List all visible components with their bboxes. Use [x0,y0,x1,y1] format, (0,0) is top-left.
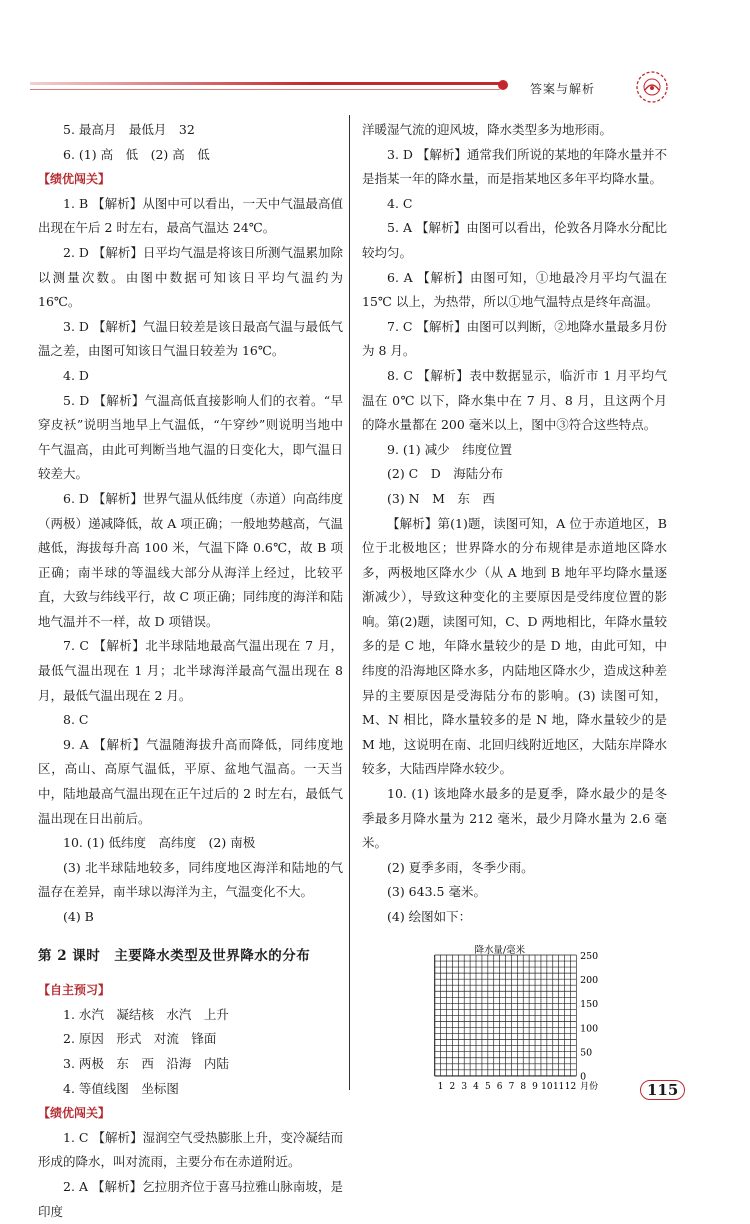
answer-paragraph: 9. A 【解析】气温随海拔升高而降低，同纬度地区，高山、高原气温低，平原、盆地气温高。一天当中，陆地最高气温出现在正午过后的 2 时左右，最低气温出现在日出前后。 [38,736,343,826]
x-tick-label: 2 [449,1081,456,1092]
answer-paragraph: 6. A 【解析】由图可知，①地最冷月平均气温在 15℃ 以上，为热带，所以①地气温特点是终年高温。 [362,269,667,310]
x-tick-label: 6 [496,1081,503,1092]
answer-paragraph: 6. D 【解析】世界气温从低纬度（赤道）向高纬度（两极）递减降低，故 A 项正确；一般地势越高，气温越低，海拔每升高 100 米，气温下降 0.6℃，故 B 项正确；南半球的等温线大部分从海洋上经过，比较平直，大致与纬线平行，故 C 项正确；同纬度的海洋和陆地气温并不一样，故 D 项错误。 [38,490,344,629]
answer-paragraph: 2. A 【解析】乞拉朋齐位于喜马拉雅山脉南坡，是印度 [38,1178,343,1219]
header-logo-icon [631,66,673,108]
answer-paragraph: (2) C D 海陆分布 [387,466,504,482]
section-heading [38,167,343,192]
x-tick-label: 12 [564,1081,577,1092]
x-tick-label: 11 [552,1081,565,1092]
answer-paragraph: (4) 绘图如下： [387,909,472,924]
answer-paragraph: 1. 水汽 凝结核 水汽 上升 [63,1006,229,1022]
x-tick-label: 8 [520,1081,527,1092]
y-tick-label: 0 [580,1071,587,1083]
answer-paragraph: 6. (1) 高 低 (2) 高 低 [63,146,210,162]
answer-paragraph: 洋暖湿气流的迎风坡，降水类型多为地形雨。 [362,122,613,137]
answer-paragraph: 2. 原因 形式 对流 锋面 [63,1031,217,1047]
x-tick-label: 9 [532,1081,538,1092]
y-tick-label: 50 [580,1047,593,1059]
precipitation-chart [362,938,667,1108]
answer-paragraph: (3) 643.5 毫米。 [387,884,486,900]
x-tick-label: 10 [541,1081,553,1092]
answer-paragraph: 4. D [63,367,89,383]
header-line [30,82,500,85]
x-tick-label: 3 [461,1081,468,1092]
y-tick-label: 250 [580,950,599,962]
answer-paragraph: 7. C 【解析】由图可以判断，②地降水量最多月份为 8 月。 [362,318,667,359]
answer-paragraph: 3. D 【解析】通常我们所说的某地的年降水量并不是指某一年的降水量，而是指某地区多年平均降水量。 [362,146,667,187]
answer-paragraph: 1. C 【解析】湿润空气受热膨胀上升，变冷凝结而形成的降水，叫对流雨，主要分布在赤道附近。 [38,1129,343,1170]
header-dot [498,80,508,90]
answer-paragraph: 7. C 【解析】北半球陆地最高气温出现在 7 月，最低气温出现在 1 月；北半球海洋最高气温出现在 8 月，最低气温出现在 2 月。 [38,638,343,703]
answer-paragraph: 4. 等值线图 坐标图 [63,1080,179,1096]
column-divider [349,115,350,1090]
x-tick-label: 7 [508,1081,515,1092]
left-column [38,118,343,1224]
answer-paragraph: 1. B 【解析】从图中可以看出，一天中气温最高值出现在午后 2 时左右，最高气温达 24℃。 [38,195,343,236]
y-tick-label: 200 [580,974,599,986]
x-tick-label: 1 [437,1081,444,1092]
answer-paragraph: (3) 北半球陆地较多，同纬度地区海洋和陆地的气温存在差异，南半球以海洋为主，气温变化不大。 [38,859,343,900]
answer-paragraph: 2. D 【解析】日平均气温是将该日所测气温累加除以测量次数。由图中数据可知该日平均气温约为 16℃。 [38,244,343,310]
section-heading [38,1101,343,1126]
section-tag: 【绩优闯关】 [38,1106,111,1121]
answer-paragraph: 5. A 【解析】由图可以看出，伦敦各月降水分配比较均匀。 [362,220,667,260]
answer-paragraph: 8. C [63,712,89,728]
lesson-title: 第 2 课时 主要降水类型及世界降水的分布 [38,947,311,964]
x-tick-label: 5 [484,1081,491,1092]
answer-paragraph: 10. (1) 该地降水最多的是夏季，降水最少的是冬季最多月降水量为 212 毫米，最少月降水量为 2.6 毫米。 [362,786,667,851]
answer-paragraph: 9. (1) 减少 纬度位置 [387,441,513,457]
section-tag: 【自主预习】 [38,983,111,998]
answer-paragraph: 10. (1) 低纬度 高纬度 (2) 南极 [63,835,256,851]
answer-paragraph: (2) 夏季多雨，冬季少雨。 [387,859,534,875]
answer-paragraph: 【解析】第(1)题，读图可知，A 位于赤道地区，B 位于北极地区；世界降水的分布规律是赤道地区降水多，两极地区降水少（从 A 地到 B 地年平均降水量逐渐减少），导致这种变化的主要原因是受纬度位置的影响。第(2)题，读图可知，C、D 两地相比，年降水量较多的是 C 地，年降水量较少的是 D 地，由此可知，中纬度的沿海地区降水多，内陆地区降水少，造成这种差异的主要原因是受海陆分布的影响。(3) 读图可知，M、N 相比，降水量较多的是 N 地，降水量较少的是 M 地，这说明在南、北回归线附近地区，大陆东岸降水较多，大陆西岸降水较少。 [362,515,667,777]
answer-paragraph: 5. 最高月 最低月 32 [63,122,195,137]
section-tag: 【绩优闯关】 [38,172,111,187]
section-heading [38,978,343,1003]
header-line-thin [30,89,500,90]
answer-paragraph: 5. D 【解析】气温高低直接影响人们的衣着。“早穿皮袄”说明当地早上气温低，“午穿纱”则说明当地中午气温高，由此可判断当地气温的日变化大，即气温日较差大。 [38,392,343,482]
answer-paragraph: 4. C [387,195,413,211]
page-number: 115 [640,1080,685,1100]
y-tick-label: 100 [580,1022,599,1034]
header-title: 答案与解析 [530,82,596,96]
chart-title: 降水量/毫米 [474,944,526,956]
right-column [362,118,667,1108]
answer-paragraph: 3. D 【解析】气温日较差是该日最高气温与最低气温之差，由图可知该日气温日较差为 16℃。 [38,318,343,359]
answer-paragraph: (4) B [63,909,94,924]
x-axis-unit: 月份 [580,1081,599,1092]
answer-paragraph: 3. 两极 东 西 沿海 内陆 [63,1055,229,1071]
x-tick-label: 4 [473,1081,479,1092]
answer-paragraph: (3) N M 东 西 [387,490,495,506]
y-tick-label: 150 [580,998,599,1010]
answer-paragraph: 8. C 【解析】表中数据显示，临沂市 1 月平均气温在 0℃ 以下，降水集中在 7 月、8 月，且这两个月的降水量都在 200 毫米以上，图中③符合这些特点。 [362,367,667,433]
precipitation-chart-svg [362,938,667,1108]
